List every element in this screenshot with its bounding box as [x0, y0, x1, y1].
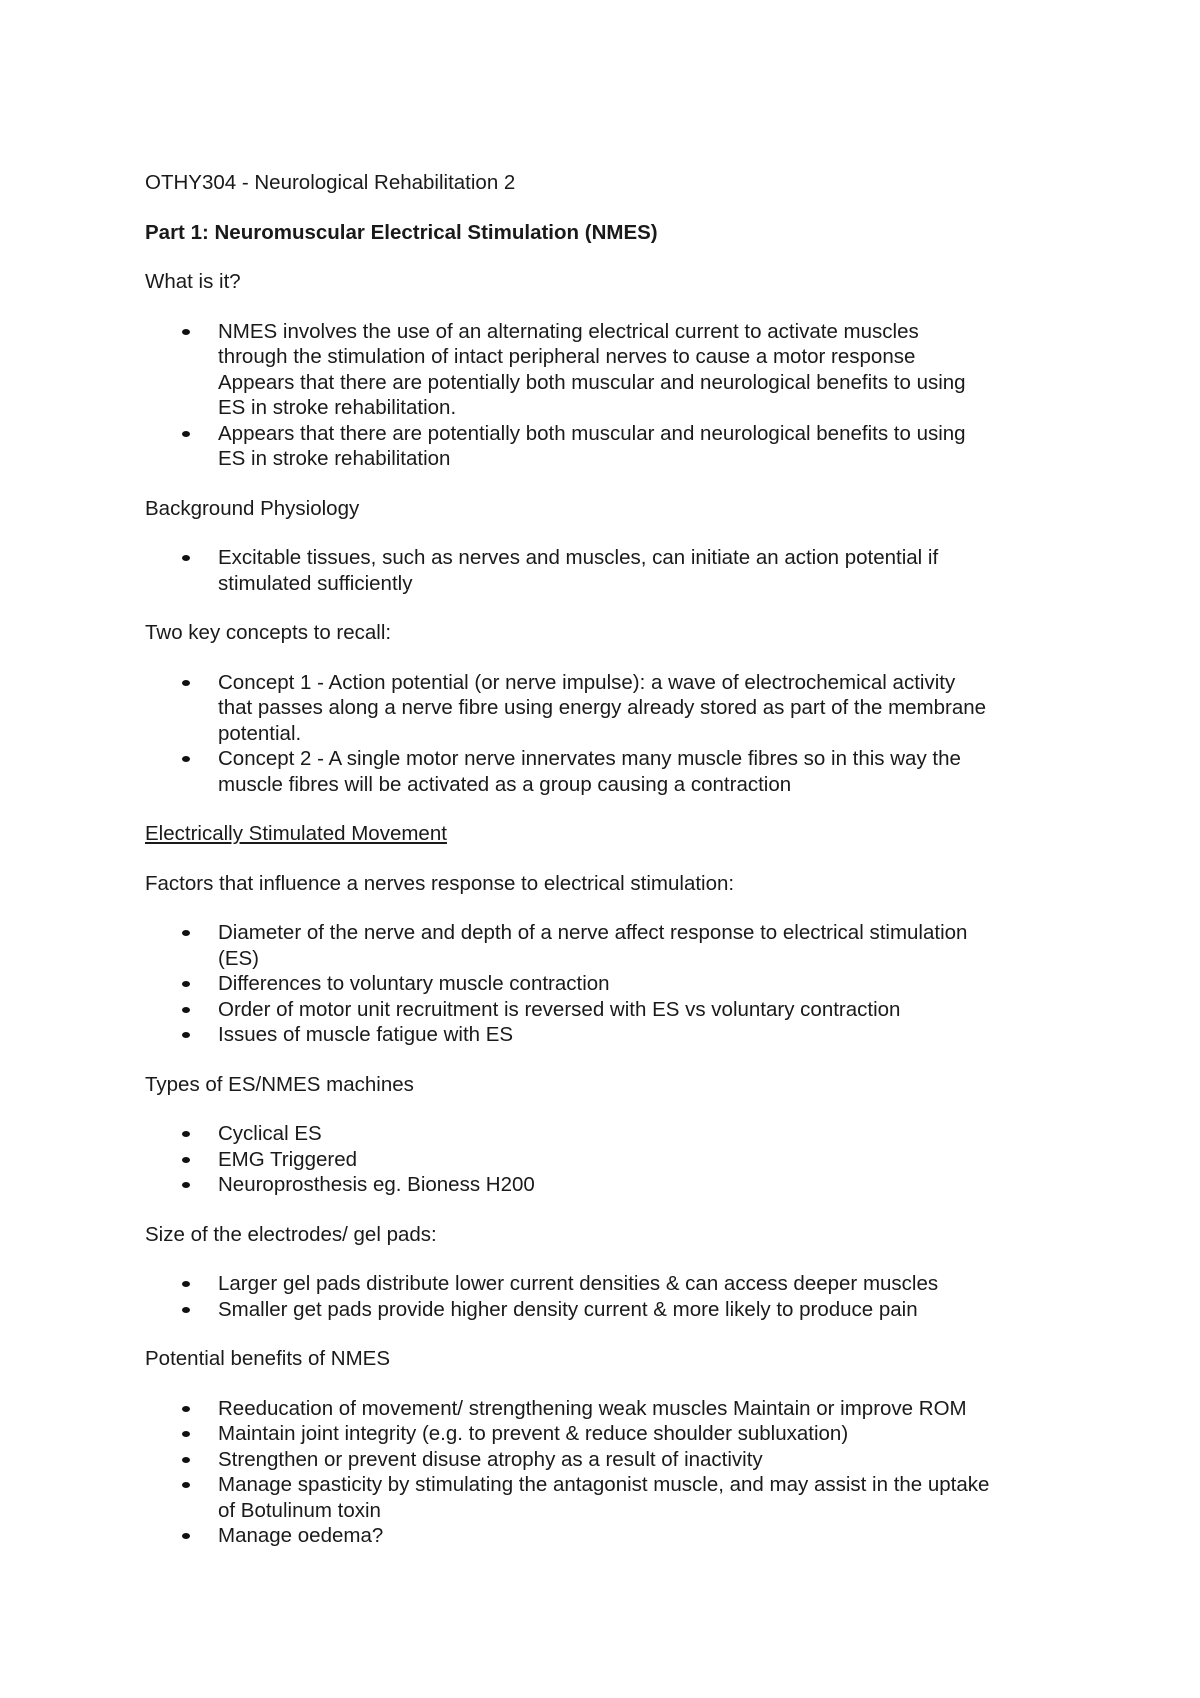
bullet-icon [182, 1482, 190, 1488]
electrodes-list [145, 1271, 1075, 1322]
list-item-line: ES in stroke rehabilitation. [218, 396, 457, 419]
list-item-line: Excitable tissues, such as nerves and muscles, can initiate an action potential if [218, 546, 939, 569]
list-item-line: Concept 2 - A single motor nerve innervates many muscle fibres so in this way the [218, 747, 961, 770]
course-title: OTHY304 - Neurological Rehabilitation 2 [145, 171, 516, 194]
list-item-text [218, 545, 1075, 596]
key-concepts-list [145, 670, 1075, 798]
list-item [145, 1447, 1075, 1473]
list-item-text: Neuroprosthesis eg. Bioness H200 [218, 1173, 535, 1196]
list-item-text: Maintain joint integrity (e.g. to prevent & reduce shoulder subluxation) [218, 1422, 849, 1445]
list-item-line: (ES) [218, 946, 259, 970]
list-item-text [218, 746, 1075, 797]
section-heading-electrodes: Size of the electrodes/ gel pads: [145, 1222, 437, 1246]
bullet-icon [182, 1457, 190, 1463]
list-item-line: ES in stroke rehabilitation [218, 447, 451, 470]
bullet-icon [182, 1157, 190, 1163]
bullet-icon [182, 1131, 190, 1137]
bullet-icon [182, 555, 190, 561]
list-item-line: Concept 1 - Action potential (or nerve impulse): a wave of electrochemical activity [218, 670, 956, 694]
list-item [145, 1523, 1075, 1549]
bullet-icon [182, 1307, 190, 1313]
list-item-text: Reeducation of movement/ strengthening weak muscles Maintain or improve ROM [218, 1396, 967, 1420]
bullet-icon [182, 930, 190, 936]
section-heading-factors: Factors that influence a nerves response to electrical stimulation: [145, 871, 735, 895]
bullet-icon [182, 1431, 190, 1437]
document-page [145, 170, 1075, 1573]
list-item [145, 319, 1075, 421]
bullet-icon [182, 1032, 190, 1038]
benefits-list [145, 1396, 1075, 1549]
list-item [145, 1472, 1075, 1523]
bullet-icon [182, 1182, 190, 1188]
list-item [145, 1022, 1075, 1048]
bullet-icon [182, 756, 190, 762]
section-heading-machines: Types of ES/NMES machines [145, 1072, 414, 1096]
list-item [145, 421, 1075, 472]
list-item-text [218, 421, 1075, 472]
bullet-icon [182, 1406, 190, 1412]
list-item-text [218, 1472, 1075, 1523]
list-item-line: that passes along a nerve fibre using energy already stored as part of the membrane [218, 696, 987, 719]
list-item [145, 920, 1075, 971]
bullet-icon [182, 981, 190, 987]
list-item-text: Strengthen or prevent disuse atrophy as a result of inactivity [218, 1447, 763, 1471]
list-item [145, 971, 1075, 997]
bullet-icon [182, 1533, 190, 1539]
list-item-text [218, 920, 1075, 971]
list-item [145, 1172, 1075, 1198]
bullet-icon [182, 1281, 190, 1287]
list-item-text: Larger gel pads distribute lower current densities & can access deeper muscles [218, 1272, 939, 1295]
list-item-line: of Botulinum toxin [218, 1498, 381, 1522]
section-heading-benefits: Potential benefits of NMES [145, 1347, 390, 1370]
list-item [145, 670, 1075, 747]
list-item [145, 545, 1075, 596]
list-item-line: through the stimulation of intact peripheral nerves to cause a motor response [218, 345, 916, 368]
list-item-line: Diameter of the nerve and depth of a nerve affect response to electrical stimulation [218, 921, 968, 944]
factors-list [145, 920, 1075, 1048]
list-item-text: Differences to voluntary muscle contraction [218, 972, 610, 995]
list-item-line: muscle fibres will be activated as a group causing a contraction [218, 772, 792, 796]
what-is-it-list [145, 319, 1075, 472]
list-item-line: stimulated sufficiently [218, 571, 413, 595]
list-item-line: potential. [218, 721, 302, 745]
list-item-text: Cyclical ES [218, 1122, 322, 1145]
bullet-icon [182, 680, 190, 686]
section-heading-key-concepts: Two key concepts to recall: [145, 621, 392, 644]
list-item [145, 1121, 1075, 1147]
list-item [145, 1421, 1075, 1447]
list-item-text: EMG Triggered [218, 1147, 357, 1171]
bullet-icon [182, 329, 190, 335]
bullet-icon [182, 1007, 190, 1013]
list-item [145, 1297, 1075, 1323]
list-item [145, 1147, 1075, 1173]
list-item-line: NMES involves the use of an alternating electrical current to activate muscles [218, 319, 919, 343]
list-item-text [218, 319, 1075, 421]
list-item-line: Manage spasticity by stimulating the antagonist muscle, and may assist in the uptake [218, 1473, 990, 1496]
list-item-text: Order of motor unit recruitment is reversed with ES vs voluntary contraction [218, 997, 901, 1021]
list-item-line: Appears that there are potentially both muscular and neurological benefits to using [218, 421, 966, 445]
list-item [145, 1396, 1075, 1422]
list-item-text: Manage oedema? [218, 1524, 384, 1547]
machines-list [145, 1121, 1075, 1198]
list-item [145, 1271, 1075, 1297]
list-item [145, 746, 1075, 797]
section-heading-es-movement: Electrically Stimulated Movement [145, 822, 447, 845]
section-heading-what-is-it: What is it? [145, 270, 241, 293]
bullet-icon [182, 431, 190, 437]
list-item-line: Appears that there are potentially both muscular and neurological benefits to using [218, 370, 966, 394]
part-heading: Part 1: Neuromuscular Electrical Stimulation (NMES) [145, 220, 658, 244]
list-item-text [218, 670, 1075, 747]
list-item-text: Smaller get pads provide higher density current & more likely to produce pain [218, 1297, 918, 1321]
background-list [145, 545, 1075, 596]
section-heading-background: Background Physiology [145, 496, 360, 520]
list-item [145, 997, 1075, 1023]
list-item-text: Issues of muscle fatigue with ES [218, 1023, 514, 1046]
